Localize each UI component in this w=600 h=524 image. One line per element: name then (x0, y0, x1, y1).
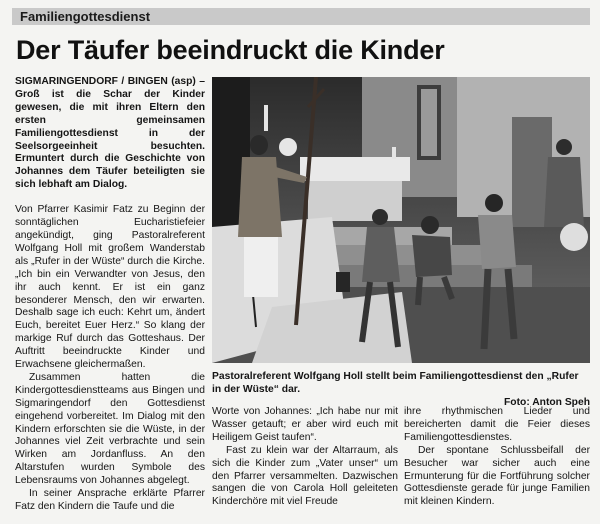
body-paragraph-5: Fast zu klein war der Altarraum, als sich die Kinder zum „Vater unser“ um den Pfarrer versammelten. Dazwischen sangen die von Carola Holl geleiteten Kinderchöre mit viel Freude (212, 444, 398, 508)
body-paragraph-3: In seiner Ansprache erklärte Pfarrer Fatz den Kindern die Taufe und die (15, 488, 205, 512)
child-figure-2 (412, 235, 452, 277)
body-paragraph-7: Der spontane Schlussbeifall der Besucher war sicher auch eine Ermunterung für die Fortführung solcher Gottesdienste gerade für junge Familien mit kleinen Kindern. (404, 444, 590, 508)
headline: Der Täufer beeindruckt die Kinder (16, 35, 445, 65)
article-column-middle (212, 406, 398, 509)
lead-text: (asp) – Groß ist die Schar der Kinder gewesen, die mit ihren Eltern den ersten gemeinsamen Familiengottesdienst in der Seelsorgeeinheit besuchten. Ermuntert durch die Geschichte von Johannes dem Täufer beteiligten sie sich lebhaft am Dialog. (15, 76, 205, 191)
dateline: SIGMARINGENDORF / BINGEN (15, 76, 168, 87)
photo-credit: Foto: Anton Speh (504, 397, 590, 408)
candle (264, 105, 268, 131)
body-paragraph-2: Zusammen hatten die Kindergottesdienstteams aus Bingen und Sigmaringendorf den Gottesdienst eingehend vorbereitet. Im Dialog mit den Kindern erforschten sie die Wüste, in der Johannes viel Zeit verbrachte und sein Wirken am Jordanfluss. An den Altarstufen wurden Symbole des Lebensraums von Johannes abgelegt. (15, 371, 205, 487)
child-figure (362, 227, 400, 282)
lead-paragraph (15, 76, 205, 192)
section-kicker: Familiengottesdienst (20, 9, 151, 24)
priest-figure (544, 157, 584, 227)
photo-caption (212, 370, 590, 409)
flowers (560, 223, 588, 251)
article-column-left (15, 76, 205, 514)
body-paragraph-1: Von Pfarrer Kasimir Fatz zu Beginn der sonntäglichen Eucharistiefeier angekündigt, ging Pastoralreferent Wolfgang Holl mit großem Wanderstab als „Rufer in der Wüste“ durch die Kirche. „Ich bin ein Verwandter von Jesus, den ihr auch kennt. Er ist ein ganz besonderer Mensch, den wir erwarten. Deshalb sage ich euch: Kehrt um, ändert Euch, bereitet Euer Herz.“ So klang der markige Ruf durch das Gotteshaus. Der Auftritt beeindruckte Kinder und Erwachsene gleichermaßen. (15, 204, 205, 371)
child-figure-3 (478, 215, 516, 269)
body-paragraph-6: ihre rhythmischen Lieder und bereicherten damit die Feier dieses Familiengottesdienstes. (404, 406, 590, 443)
altar-table (300, 157, 410, 181)
preacher-robe (238, 157, 282, 237)
preacher-head (250, 135, 268, 155)
body-paragraph-4: Worte von Johannes: „Ich habe nur mit Wasser getauft; er aber wird euch mit Heiligem Geist taufen“. (212, 406, 398, 443)
article-photo (212, 77, 590, 363)
caption-text: Pastoralreferent Wolfgang Holl stellt beim Familiengottesdienst den „Rufer in der Wüste“ dar. (212, 371, 579, 395)
article-column-right (404, 406, 590, 509)
church-scene-photo (212, 77, 590, 363)
